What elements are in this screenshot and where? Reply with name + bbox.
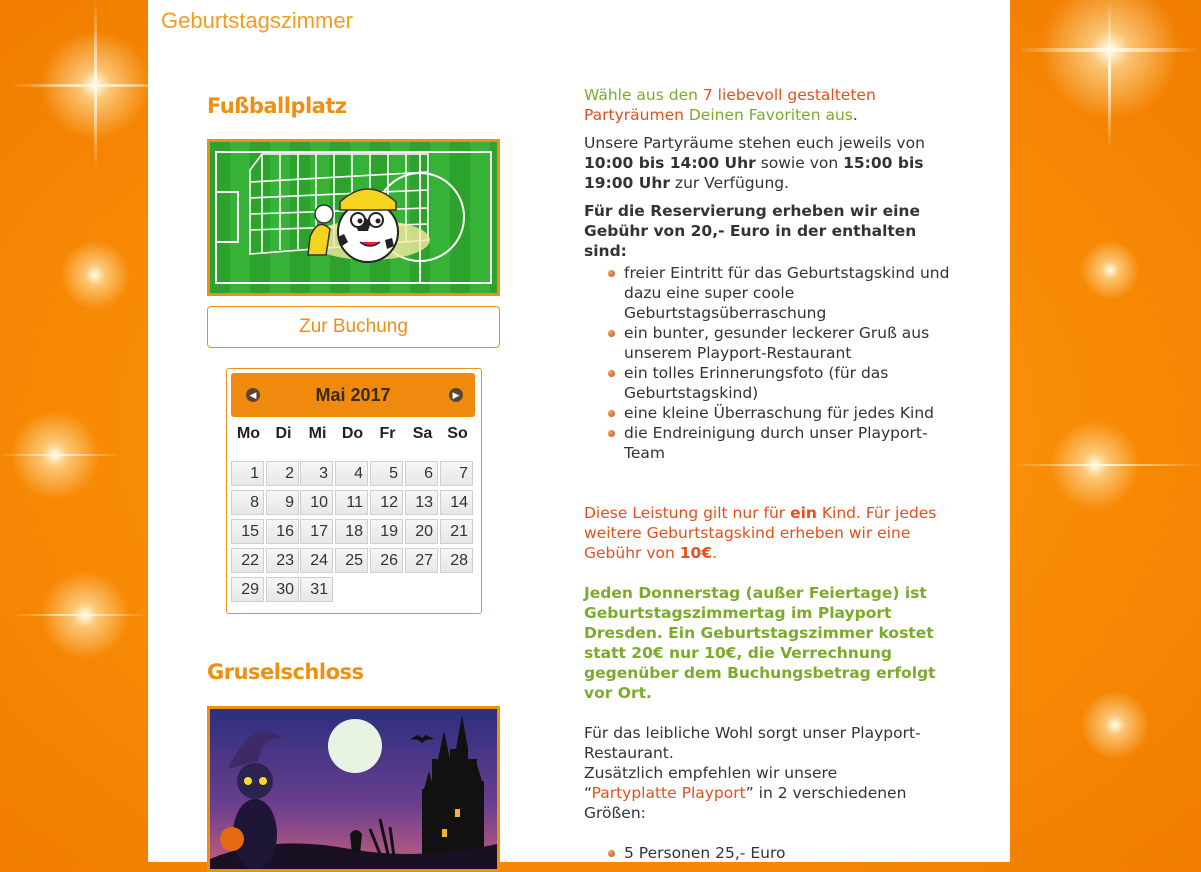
room-image-gruselschloss[interactable]	[207, 706, 500, 872]
hours-part-2: sowie von	[755, 154, 844, 172]
calendar-day[interactable]: 29	[231, 577, 264, 602]
included-list	[584, 263, 964, 463]
note-dot: .	[712, 544, 718, 562]
weekday-label: Di	[275, 425, 292, 442]
note-part-1: Diese Leistung gilt nur für	[584, 504, 791, 522]
note-part-2: Kind. Für jedes weitere Geburtstagskind erheben wir eine Gebühr von	[584, 504, 937, 562]
calendar-day[interactable]: 18	[335, 519, 368, 544]
note-ein: ein	[790, 504, 817, 522]
room-title-gruselschloss: Gruselschloss	[207, 660, 364, 684]
calendar-day[interactable]: 13	[405, 490, 438, 515]
calendar-day[interactable]: 14	[440, 490, 473, 515]
partyplatte-link[interactable]: Partyplatte Playport	[591, 784, 746, 802]
hours-part-3: zur Verfügung.	[670, 174, 790, 192]
calendar-day[interactable]: 24	[300, 548, 333, 573]
food-quote-close: ”	[745, 784, 754, 802]
calendar-day[interactable]: 26	[370, 548, 403, 573]
food-text	[584, 723, 964, 823]
sizes-list	[584, 843, 964, 863]
calendar-day[interactable]: 9	[266, 490, 299, 515]
calendar-day[interactable]: 23	[266, 548, 299, 573]
intro-text	[584, 85, 964, 125]
calendar-day[interactable]: 6	[405, 461, 438, 486]
calendar-header	[231, 373, 475, 417]
room-image-fussballplatz[interactable]	[207, 139, 500, 296]
calendar-day[interactable]: 28	[440, 548, 473, 573]
fee-heading: Für die Reservierung erheben wir eine Gebühr von 20,- Euro in der enthalten sind:	[584, 202, 920, 260]
hours-part-1: Unsere Partyräume stehen euch jeweils von	[584, 134, 925, 152]
calendar-day[interactable]: 8	[231, 490, 264, 515]
calendar-day[interactable]: 5	[370, 461, 403, 486]
calendar-day[interactable]: 1	[231, 461, 264, 486]
booking-calendar	[226, 368, 482, 614]
included-list-container	[584, 263, 964, 463]
intro-part-1: Wähle aus den	[584, 86, 703, 104]
intro-room-count: 7 liebevoll gestalteten Partyräumen	[584, 86, 876, 124]
calendar-prev-icon[interactable]: ◀	[246, 388, 260, 402]
calendar-day[interactable]: 4	[335, 461, 368, 486]
extra-child-note	[584, 503, 964, 563]
hours-slot-2: 15:00 bis 19:00 Uhr	[584, 154, 924, 192]
weekday-label: Mi	[308, 425, 327, 442]
page-title: Geburtstagszimmer	[161, 8, 353, 33]
calendar-day[interactable]: 7	[440, 461, 473, 486]
calendar-day[interactable]: 2	[266, 461, 299, 486]
food-line-1: Für das leibliche Wohl sorgt unser Playport-Restaurant.	[584, 724, 921, 762]
calendar-day[interactable]: 22	[231, 548, 264, 573]
hours-slot-1: 10:00 bis 14:00 Uhr	[584, 154, 756, 172]
room-title-fussballplatz: Fußballplatz	[207, 94, 347, 118]
calendar-day[interactable]: 19	[370, 519, 403, 544]
food-quote-open: “	[584, 784, 592, 802]
food-line-2: Zusätzlich empfehlen wir unsere	[584, 764, 838, 782]
calendar-day[interactable]: 16	[266, 519, 299, 544]
weekday-label: So	[447, 425, 468, 442]
soccer-field-illustration	[210, 142, 497, 293]
calendar-day[interactable]: 30	[266, 577, 299, 602]
calendar-day[interactable]: 31	[300, 577, 333, 602]
calendar-day[interactable]: 11	[335, 490, 368, 515]
weekday-label: Sa	[412, 425, 433, 442]
intro-dot: .	[852, 106, 858, 124]
content-panel	[148, 0, 1010, 862]
list-item: freier Eintritt für das Geburtstagskind und dazu eine super coole Geburtstagsüberraschung	[584, 263, 964, 323]
intro-part-2: Deinen Favoriten aus	[683, 106, 853, 124]
weekday-label: Do	[341, 425, 364, 442]
book-button-fussballplatz[interactable]: Zur Buchung	[207, 306, 500, 348]
weekday-label: Fr	[379, 425, 396, 442]
calendar-month-label: Mai 2017	[315, 385, 391, 405]
weekday-label: Mo	[236, 425, 261, 442]
thursday-offer: Jeden Donnerstag (außer Feiertage) ist Geburtstagszimmertag im Playport Dresden. Ein Geburtstagszimmer kostet statt 20€ nur 10€, die Verrechnung gegenüber dem Buchungsbetrag erfolgt vor Ort.	[584, 584, 936, 702]
calendar-day[interactable]: 27	[405, 548, 438, 573]
food-line-3	[584, 783, 964, 823]
food-line-3-rest: in 2 verschiedenen Größen:	[584, 784, 907, 822]
list-item: ein bunter, gesunder leckerer Gruß aus unserem Playport-Restaurant	[584, 323, 964, 363]
calendar-day[interactable]: 12	[370, 490, 403, 515]
calendar-day[interactable]: 3	[300, 461, 333, 486]
list-item: die Endreinigung durch unser Playport-Team	[584, 423, 964, 463]
opening-hours-text	[584, 133, 964, 193]
calendar-next-icon[interactable]: ▶	[449, 388, 463, 402]
list-item: 5 Personen 25,- Euro	[584, 843, 964, 863]
list-item: eine kleine Überraschung für jedes Kind	[584, 403, 964, 423]
note-fee: 10€	[679, 544, 713, 562]
calendar-day[interactable]: 15	[231, 519, 264, 544]
calendar-day[interactable]: 20	[405, 519, 438, 544]
sizes-list-container	[584, 843, 964, 863]
calendar-day[interactable]: 17	[300, 519, 333, 544]
calendar-day[interactable]: 10	[300, 490, 333, 515]
calendar-day[interactable]: 25	[335, 548, 368, 573]
list-item: ein tolles Erinnerungsfoto (für das Geburtstagskind)	[584, 363, 964, 403]
haunted-castle-illustration	[210, 709, 497, 869]
calendar-day[interactable]: 21	[440, 519, 473, 544]
